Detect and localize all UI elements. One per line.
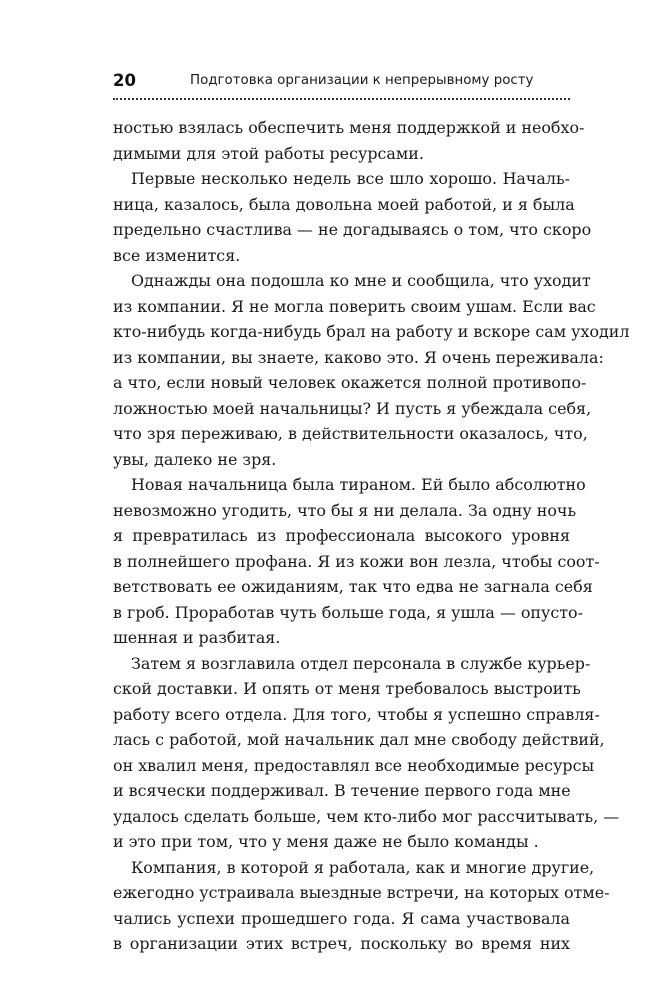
paragraph <box>113 855 610 957</box>
text-line: Первые несколько недель все шло хорошо. Началь- <box>131 169 570 188</box>
paragraph <box>113 472 600 651</box>
text-line: удалось сделать больше, чем кто-либо мог рассчитывать, — <box>113 806 620 826</box>
text-line: ница, казалось, была довольна моей работой, и я была <box>113 194 575 214</box>
page-number: 20 <box>113 71 136 90</box>
text-line: ложностью моей начальницы? И пусть я убеждала себя, <box>113 398 592 418</box>
text-line: димыми для этой работы ресурсами. <box>113 143 424 163</box>
text-line: кто-нибудь когда-нибудь брал на работу и вскоре сам уходил <box>113 322 630 341</box>
text-line: работу всего отдела. Для того, чтобы я успешно справля- <box>113 704 600 724</box>
running-title: Подготовка организации к непрерывному росту <box>190 73 534 88</box>
paragraph <box>113 166 592 268</box>
text-line: увы, далеко не зря. <box>113 449 277 469</box>
text-line: Однажды она подошла ко мне и сообщила, что уходит <box>131 271 591 290</box>
paragraph <box>113 651 620 855</box>
text-line: что зря переживаю, в действительности оказалось, что, <box>113 424 588 443</box>
text-line: я превратилась из профессионала высокого уровня <box>113 526 570 545</box>
header-divider <box>113 98 570 100</box>
text-line: Затем я возглавила отдел персонала в службе курьер- <box>131 653 591 673</box>
text-line: предельно счастлива — не догадываясь о том, что скоро <box>113 220 592 239</box>
text-line: ветствовать ее ожиданиям, так что едва не загнала себя <box>113 577 593 596</box>
text-line: и всячески поддерживал. В течение первого года мне <box>113 781 571 800</box>
text-line: все изменится. <box>113 245 241 265</box>
text-line: ежегодно устраивала выездные встречи, на которых отме- <box>113 883 610 902</box>
text-line: из компании, вы знаете, каково это. Я очень переживала: <box>113 347 604 367</box>
text-line: ностью взялась обеспечить меня поддержкой и необхо- <box>113 118 585 137</box>
text-line: чались успехи прошедшего года. Я сама участвовала <box>113 908 570 928</box>
text-line: Новая начальница была тираном. Ей было абсолютно <box>131 475 586 494</box>
text-line: ской доставки. И опять от меня требовалось выстроить <box>113 679 581 698</box>
text-line: в организации этих встреч, поскольку во время них <box>113 934 570 953</box>
body-text <box>113 115 630 957</box>
text-line: в полнейшего профана. Я из кожи вон лезла, чтобы соот- <box>113 551 600 571</box>
page-header <box>113 71 570 93</box>
text-line: из компании. Я не могла поверить своим ушам. Если вас <box>113 296 596 316</box>
text-line: шенная и разбитая. <box>113 628 281 647</box>
text-line: невозможно угодить, что бы я ни делала. За одну ночь <box>113 500 577 520</box>
text-line: в гроб. Проработав чуть больше года, я ушла — опусто- <box>113 602 583 622</box>
text-line: и это при том, что у меня даже не было команды . <box>113 832 539 851</box>
paragraph <box>113 268 630 472</box>
paragraph <box>113 115 585 166</box>
text-line: он хвалил меня, предоставлял все необходимые ресурсы <box>113 755 595 775</box>
text-line: Компания, в которой я работала, как и многие другие, <box>131 857 595 877</box>
text-line: лась с работой, мой начальник дал мне свободу действий, <box>113 730 605 749</box>
text-line: а что, если новый человек окажется полной противопо- <box>113 373 587 392</box>
